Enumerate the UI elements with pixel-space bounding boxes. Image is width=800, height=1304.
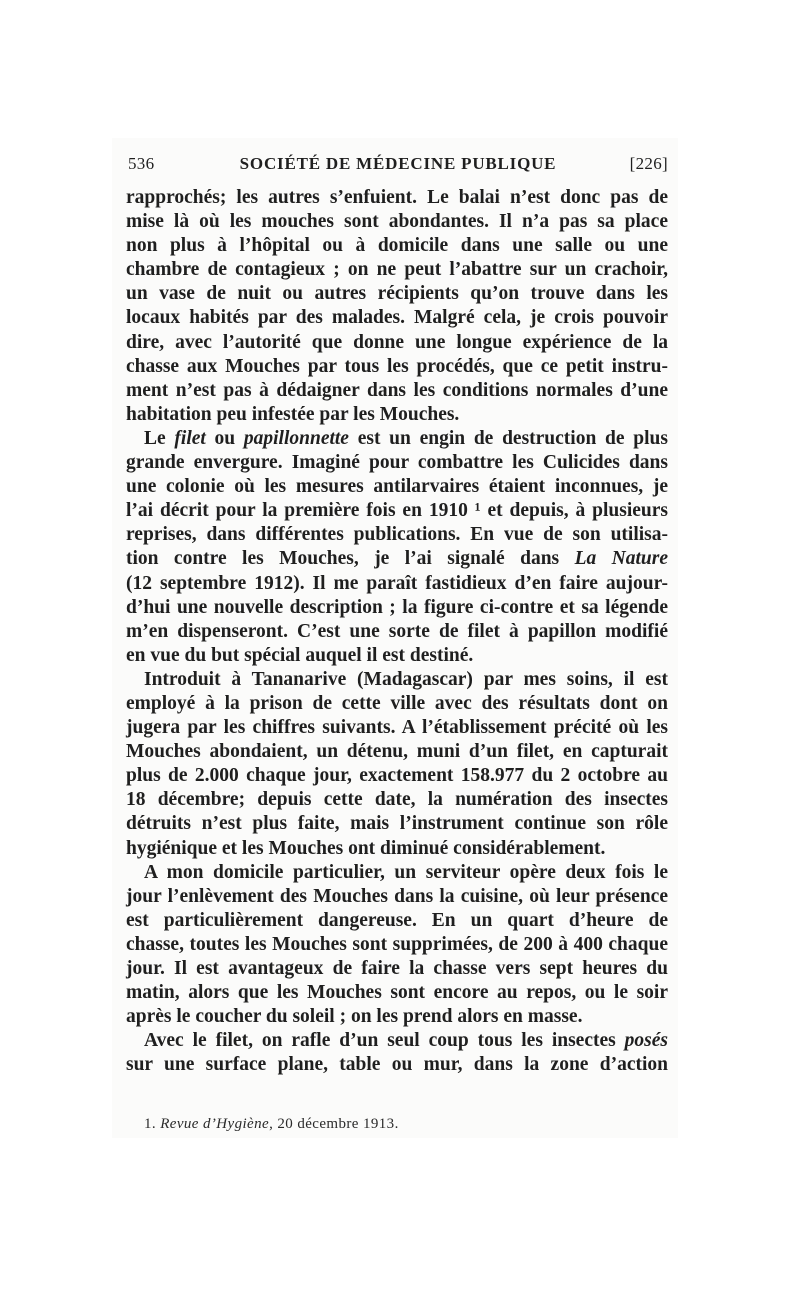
paragraph-4 bbox=[126, 861, 668, 1030]
text-line: locaux habités par des malades. Malgré cela, je crois pouvoir bbox=[126, 307, 668, 329]
text-line: chambre de contagieux ; on ne peut l’abattre sur un crachoir, bbox=[126, 259, 668, 281]
paragraph-2 bbox=[126, 427, 668, 668]
text-line: chasse aux Mouches par tous les procédés, que ce petit instru- bbox=[126, 355, 668, 377]
text-line: reprises, dans différentes publications. En vue de son utilisa- bbox=[126, 524, 668, 546]
text-line: hygiénique et les Mouches ont diminué considérablement. bbox=[126, 837, 606, 859]
text-line: jour l’enlèvement des Mouches dans la cuisine, où leur présence bbox=[126, 885, 668, 907]
text-line: non plus à l’hôpital ou à domicile dans une salle ou une bbox=[126, 235, 668, 257]
text-line: A mon domicile particulier, un serviteur opère deux fois le bbox=[144, 861, 668, 883]
text-line: (12 septembre 1912). Il me paraît fastidieux d’en faire aujour- bbox=[126, 572, 668, 594]
text-line: un vase de nuit ou autres récipients qu’on trouve dans les bbox=[126, 283, 668, 305]
text-line: jugera par les chiffres suivants. A l’établissement précité où les bbox=[126, 717, 668, 739]
italic-term-filet: filet bbox=[174, 427, 206, 449]
body-text bbox=[126, 186, 668, 1077]
text-run: ou bbox=[205, 427, 244, 449]
text-line bbox=[126, 427, 668, 451]
footnote-number: 1. bbox=[144, 1116, 157, 1132]
running-title: SOCIÉTÉ DE MÉDECINE PUBLIQUE bbox=[239, 154, 557, 173]
text-line: l’ai décrit pour la première fois en 1910 ¹ et depuis, à plusieurs bbox=[126, 500, 668, 522]
text-line: Mouches abondaient, un détenu, muni d’un filet, en capturait bbox=[126, 741, 668, 763]
text-line: jour. Il est avantageux de faire la chasse vers sept heures du bbox=[126, 958, 668, 979]
text-line: sur une surface plane, table ou mur, dans la zone d’action bbox=[126, 1054, 668, 1076]
text-line: d’hui une nouvelle description ; la figure ci-contre et sa légende bbox=[126, 596, 668, 618]
text-line bbox=[126, 1029, 668, 1053]
text-line: m’en dispenseront. C’est une sorte de filet à papillon modifié bbox=[126, 620, 668, 642]
footnote bbox=[144, 1116, 664, 1133]
italic-term-papillonnette: papillonnette bbox=[243, 427, 349, 449]
page-header bbox=[128, 154, 668, 178]
text-line bbox=[126, 547, 668, 571]
paragraph-3 bbox=[126, 668, 668, 861]
text-line: habitation peu infestée par les Mouches. bbox=[126, 403, 460, 425]
text-line: employé à la prison de cette ville avec des résultats dont on bbox=[126, 692, 668, 714]
text-line: en vue du but spécial auquel il est destiné. bbox=[126, 644, 474, 666]
text-line: est particulièrement dangereuse. En un quart d’heure de bbox=[126, 909, 668, 931]
text-line: plus de 2.000 chaque jour, exactement 158.977 du 2 octobre au bbox=[126, 765, 668, 787]
italic-title-la-nature: La Nature bbox=[574, 548, 669, 570]
text-run: Avec le filet, on rafle d’un seul coup tous les insectes bbox=[144, 1030, 625, 1052]
text-line: mise là où les mouches sont abondantes. Il n’a pas sa place bbox=[126, 211, 668, 233]
text-line: matin, alors que les Mouches sont encore au repos, ou le soir bbox=[126, 982, 668, 1004]
text-line: une colonie où les mesures antilarvaires étaient inconnues, je bbox=[126, 476, 668, 498]
text-line: ment n’est pas à dédaigner dans les conditions normales d’une bbox=[126, 379, 668, 401]
text-run: est un engin de destruction de plus bbox=[348, 427, 668, 449]
text-run: tion contre les Mouches, je l’ai signalé dans bbox=[126, 548, 575, 570]
paragraph-1 bbox=[126, 186, 668, 427]
text-line: détruits n’est plus faite, mais l’instrument continue son rôle bbox=[126, 813, 668, 835]
text-line: 18 décembre; depuis cette date, la numération des insectes bbox=[126, 789, 668, 811]
text-line: rapprochés; les autres s’enfuient. Le balai n’est donc pas de bbox=[126, 187, 668, 208]
text-line: après le coucher du soleil ; on les prend alors en masse. bbox=[126, 1006, 583, 1028]
footnote-source: Revue d’Hygiène bbox=[160, 1116, 270, 1132]
footnote-date: , 20 décembre 1913. bbox=[269, 1116, 399, 1132]
italic-word-poses: posés bbox=[624, 1030, 668, 1052]
text-line: dire, avec l’autorité que donne une longue expérience de la bbox=[126, 331, 668, 353]
page-number: 536 bbox=[128, 154, 155, 173]
text-line: chasse, toutes les Mouches sont supprimées, de 200 à 400 chaque bbox=[126, 933, 668, 955]
text-line: Introduit à Tananarive (Madagascar) par mes soins, il est bbox=[144, 668, 668, 690]
text-line: grande envergure. Imaginé pour combattre les Culicides dans bbox=[126, 452, 668, 474]
paragraph-5 bbox=[126, 1029, 668, 1077]
text-run: Le bbox=[144, 427, 175, 449]
bracket-page-number: [226] bbox=[629, 154, 668, 173]
